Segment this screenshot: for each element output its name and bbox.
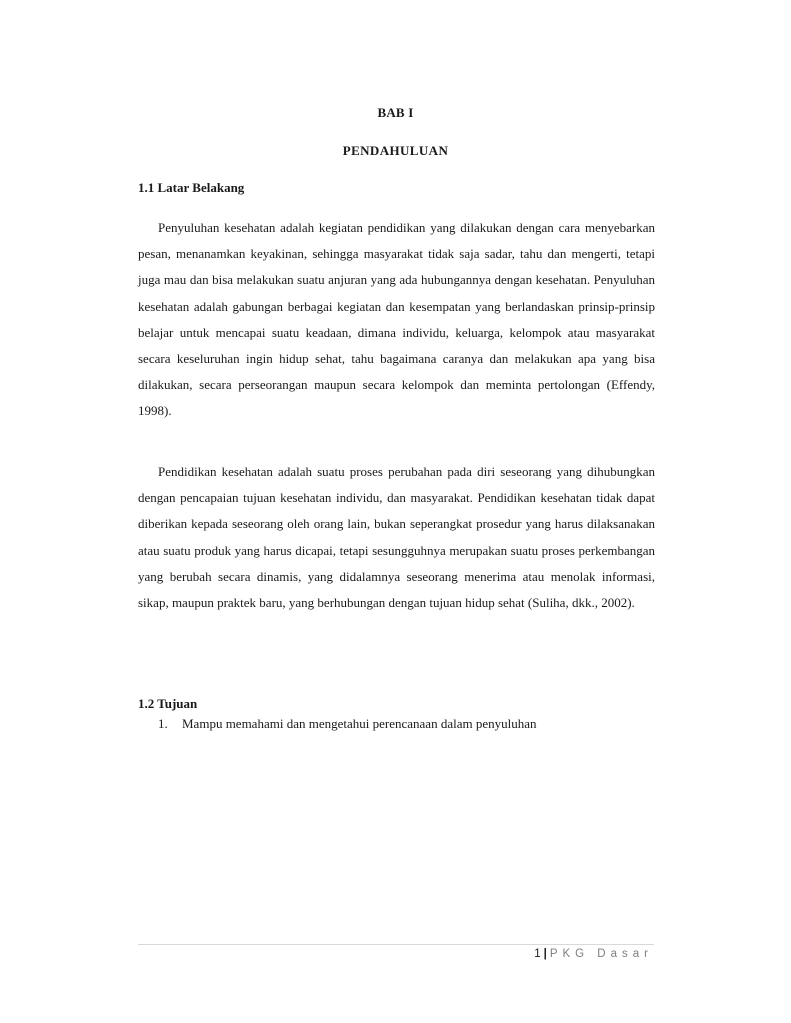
goals-list (158, 716, 536, 732)
chapter-title: PENDAHULUAN (342, 143, 449, 158)
section-heading-background: 1.1 Latar Belakang (138, 180, 245, 195)
goal-number: 1. (158, 716, 168, 731)
footer-divider (138, 944, 654, 945)
footer-label: PKG Dasar (549, 948, 653, 960)
list-item (158, 716, 536, 732)
section-heading-goals: 1.2 Tujuan (138, 696, 198, 711)
goal-text: Mampu memahami dan mengetahui perencanaan dalam penyuluhan (182, 716, 537, 731)
page-number: 1 (534, 948, 541, 960)
chapter-number: BAB I (377, 105, 414, 120)
paragraph-background-2: Pendidikan kesehatan adalah suatu proses perubahan pada diri seseorang yang dihubungkan dengan pencapaian tujuan kesehatan individu, dan masyarakat. Pendidikan kesehatan tidak dapat diberikan kepada seseorang oleh orang lain, bukan seperangkat prosedur yang harus dilaksanakan atau suatu produk yang harus dicapai, tetapi sesungguhnya merupakan suatu proses perkembangan yang berubah secara dinamis, yang didalamnya seseorang menerima atau menolak informasi, sikap, maupun praktek baru, yang berhubungan dengan tujuan hidup sehat (Suliha, dkk., 2002). (138, 464, 655, 611)
footer-separator: | (543, 948, 547, 960)
page-footer (534, 948, 653, 960)
paragraph-background-1: Penyuluhan kesehatan adalah kegiatan pendidikan yang dilakukan dengan cara menyebarkan pesan, menanamkan keyakinan, sehingga masyarakat tidak saja sadar, tahu dan mengerti, tetapi juga mau dan bisa melakukan suatu anjuran yang ada hubungannya dengan kesehatan. Penyuluhan kesehatan adalah gabungan berbagai kegiatan dan kesempatan yang berlandaskan prinsip-prinsip belajar untuk mencapai suatu keadaan, dimana individu, keluarga, kelompok atau masyarakat secara keseluruhan ingin hidup sehat, tahu bagaimana caranya dan melakukan apa yang bisa dilakukan, secara perseorangan maupun secara kelompok dan meminta pertolongan (Effendy, 1998). (138, 220, 655, 419)
